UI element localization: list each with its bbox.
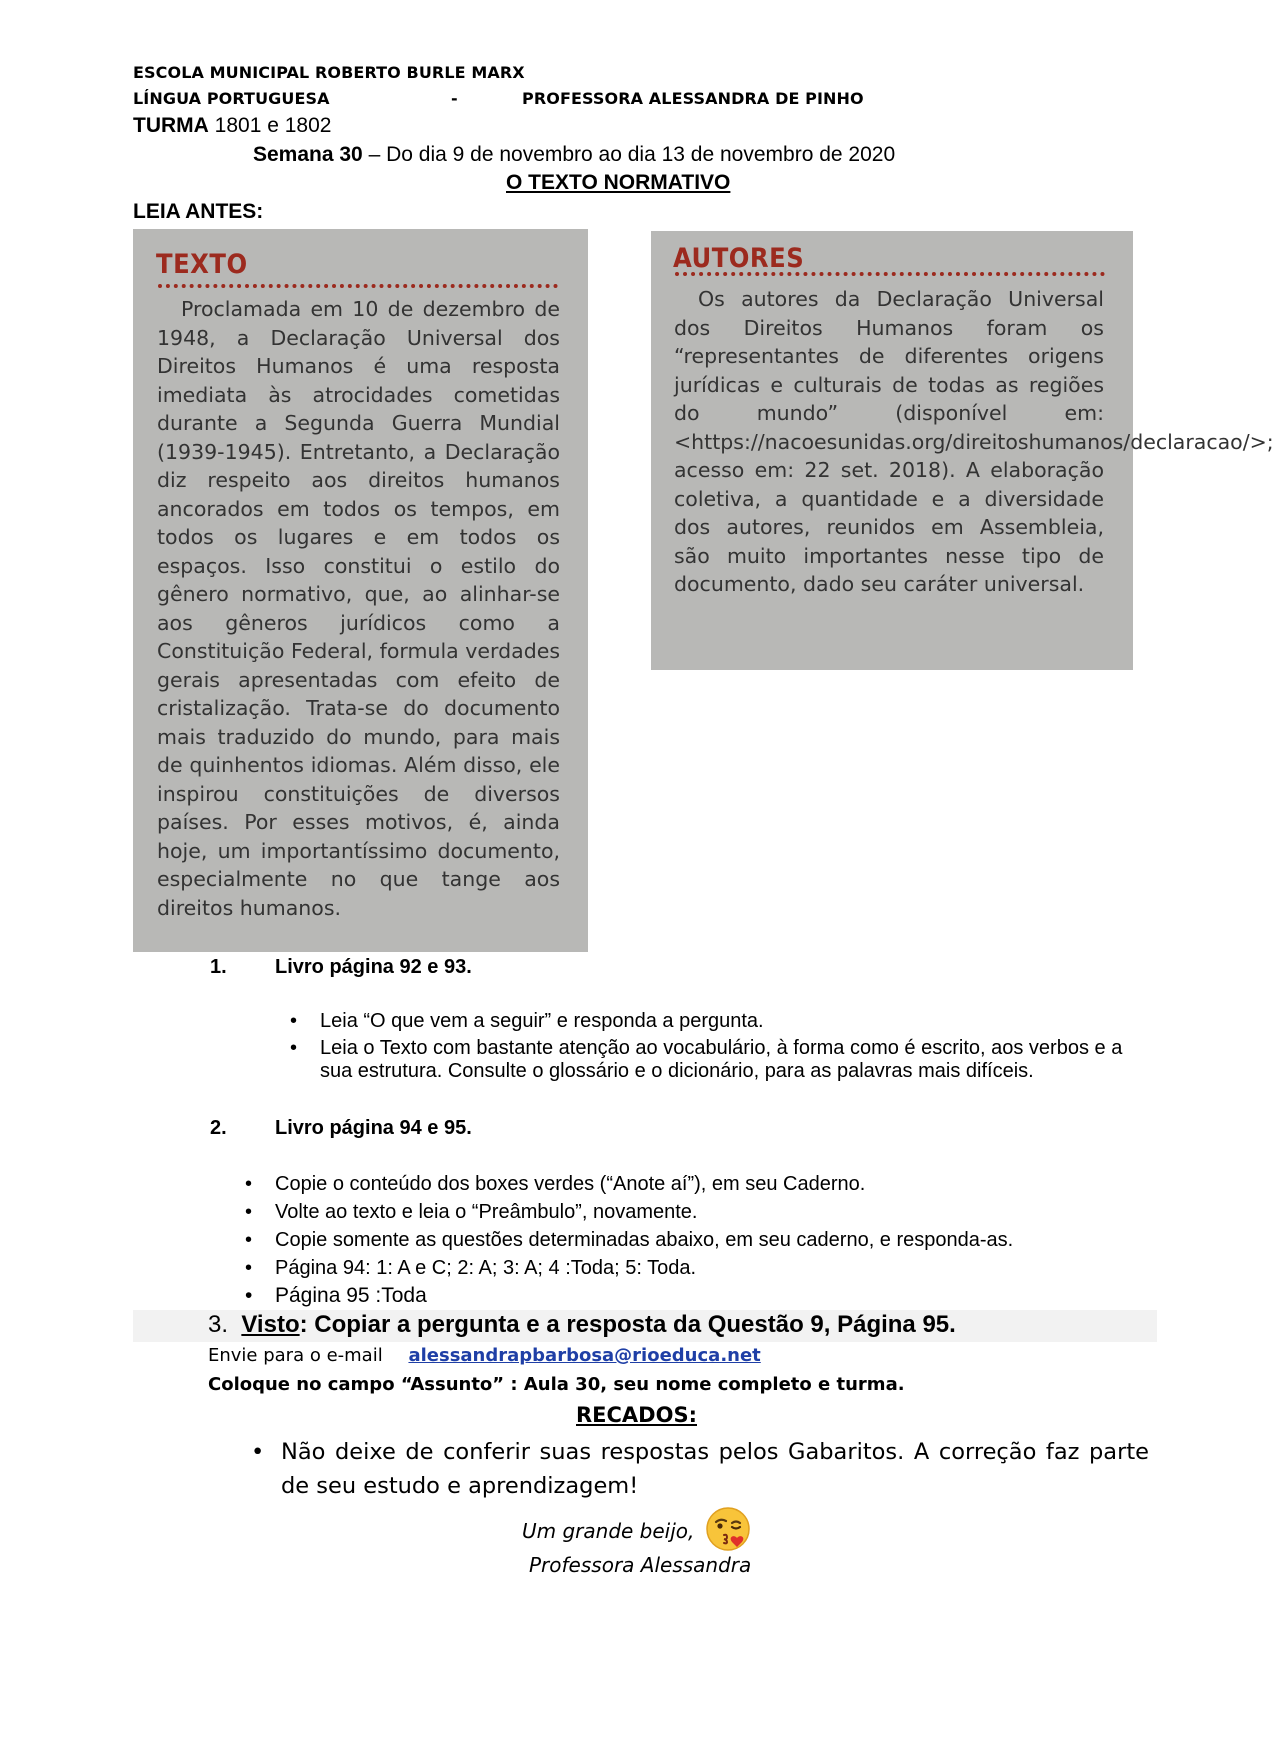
item1-bullets bbox=[320, 1010, 1140, 1083]
item1-number: 1. bbox=[210, 956, 227, 978]
item2-bullets bbox=[275, 1170, 1155, 1310]
turma-value: 1801 e 1802 bbox=[214, 114, 332, 137]
autores-box-heading: AUTORES bbox=[673, 243, 805, 274]
semana-line bbox=[253, 143, 895, 167]
turma-label: TURMA bbox=[133, 114, 209, 137]
texto-box bbox=[133, 229, 588, 952]
subject: LÍNGUA PORTUGUESA bbox=[133, 89, 330, 108]
signature-line2: Professora Alessandra bbox=[529, 1553, 752, 1577]
list-item: • Copie somente as questões determinadas abaixo, em seu caderno, e responda-as. bbox=[275, 1226, 1155, 1254]
list-item: • Volte ao texto e leia o “Preâmbulo”, novamente. bbox=[275, 1198, 1155, 1226]
list-item: • Leia o Texto com bastante atenção ao vocabulário, à forma como é escrito, aos verbos e a sua estrutura. Consulte o glossário e o dicionário, para as palavras mais difíceis. bbox=[320, 1037, 1140, 1083]
list-item: • Não deixe de conferir suas respostas pelos Gabaritos. A correção faz parte de seu estudo e aprendizagem! bbox=[281, 1435, 1149, 1503]
teacher-name: PROFESSORA ALESSANDRA DE PINHO bbox=[522, 89, 864, 108]
turma-line bbox=[133, 114, 331, 138]
autores-box-body: Os autores da Declaração Universal dos Direitos Humanos foram os “representantes de diferentes origens jurídicas e culturais de todas as regiões do mundo” (disponível em: <https://nacoesunidas.org/direitoshumanos/declaracao/>; acesso em: 22 set. 2018). A elaboração coletiva, a quantidade e a diversidade dos autores, reunidos em Assembleia, são muito importantes nesse tipo de documento, dado seu caráter universal. bbox=[674, 287, 1274, 596]
list-item: • Página 94: 1: A e C; 2: A; 3: A; 4 :Toda; 5: Toda. bbox=[275, 1254, 1155, 1282]
item1-title: Livro página 92 e 93. bbox=[275, 956, 472, 978]
leia-antes-label: LEIA ANTES: bbox=[133, 200, 264, 223]
kiss-face-icon bbox=[704, 1505, 752, 1553]
item2-number: 2. bbox=[210, 1117, 227, 1139]
autores-box bbox=[651, 231, 1274, 670]
item3-text: : Copiar a pergunta e a resposta da Questão 9, Página 95. bbox=[299, 1311, 956, 1338]
autores-box-divider bbox=[675, 272, 1105, 276]
semana-label: Semana 30 bbox=[253, 143, 363, 166]
page-title: O TEXTO NORMATIVO bbox=[506, 171, 731, 194]
list-item: • Copie o conteúdo dos boxes verdes (“Anote aí”), em seu Caderno. bbox=[275, 1170, 1155, 1198]
list-item: • Página 95 :Toda bbox=[275, 1282, 1155, 1310]
item2-title: Livro página 94 e 95. bbox=[275, 1117, 472, 1139]
header-dash: - bbox=[451, 89, 458, 108]
assunto-line: Coloque no campo “Assunto” : Aula 30, seu nome completo e turma. bbox=[208, 1374, 905, 1395]
recados-list bbox=[281, 1435, 1149, 1503]
texto-box-body: Proclamada em 10 de dezembro de 1948, a Declaração Universal dos Direitos Humanos é uma resposta imediata às atrocidades cometidas durante a Segunda Guerra Mundial (1939-1945). Entretanto, a Declaração diz respeito aos direitos humanos ancorados em todos os tempos, em todos os lugares e em todos os espaços. Isso constitui o estilo do gênero normativo, que, ao alinhar-se aos gêneros jurídicos como a Constituição Federal, formula verdades gerais apresentadas com efeito de cristalização. Trata-se do documento mais traduzido do mundo, para mais de quinhentos idiomas. Além disso, ele inspirou constituições de diversos países. Por esses motivos, é, ainda hoje, um importantíssimo documento, especialmente no que tange aos direitos humanos. bbox=[157, 297, 560, 920]
envio-label: Envie para o e-mail bbox=[208, 1345, 383, 1366]
item3-number: 3. bbox=[208, 1311, 229, 1338]
email-link[interactable]: alessandrapbarbosa@rioeduca.net bbox=[408, 1345, 761, 1366]
texto-box-divider bbox=[158, 284, 558, 288]
semana-text: – Do dia 9 de novembro ao dia 13 de novembro de 2020 bbox=[362, 143, 896, 166]
item3-visto: Visto bbox=[241, 1311, 300, 1338]
envio-line bbox=[208, 1345, 761, 1366]
texto-box-heading: TEXTO bbox=[156, 249, 248, 280]
item3-line bbox=[208, 1311, 956, 1339]
signature-line1: Um grande beijo, bbox=[522, 1519, 695, 1543]
recados-title: RECADOS: bbox=[576, 1403, 697, 1427]
list-item: • Leia “O que vem a seguir” e responda a pergunta. bbox=[320, 1010, 1140, 1033]
school-name: ESCOLA MUNICIPAL ROBERTO BURLE MARX bbox=[133, 63, 525, 82]
